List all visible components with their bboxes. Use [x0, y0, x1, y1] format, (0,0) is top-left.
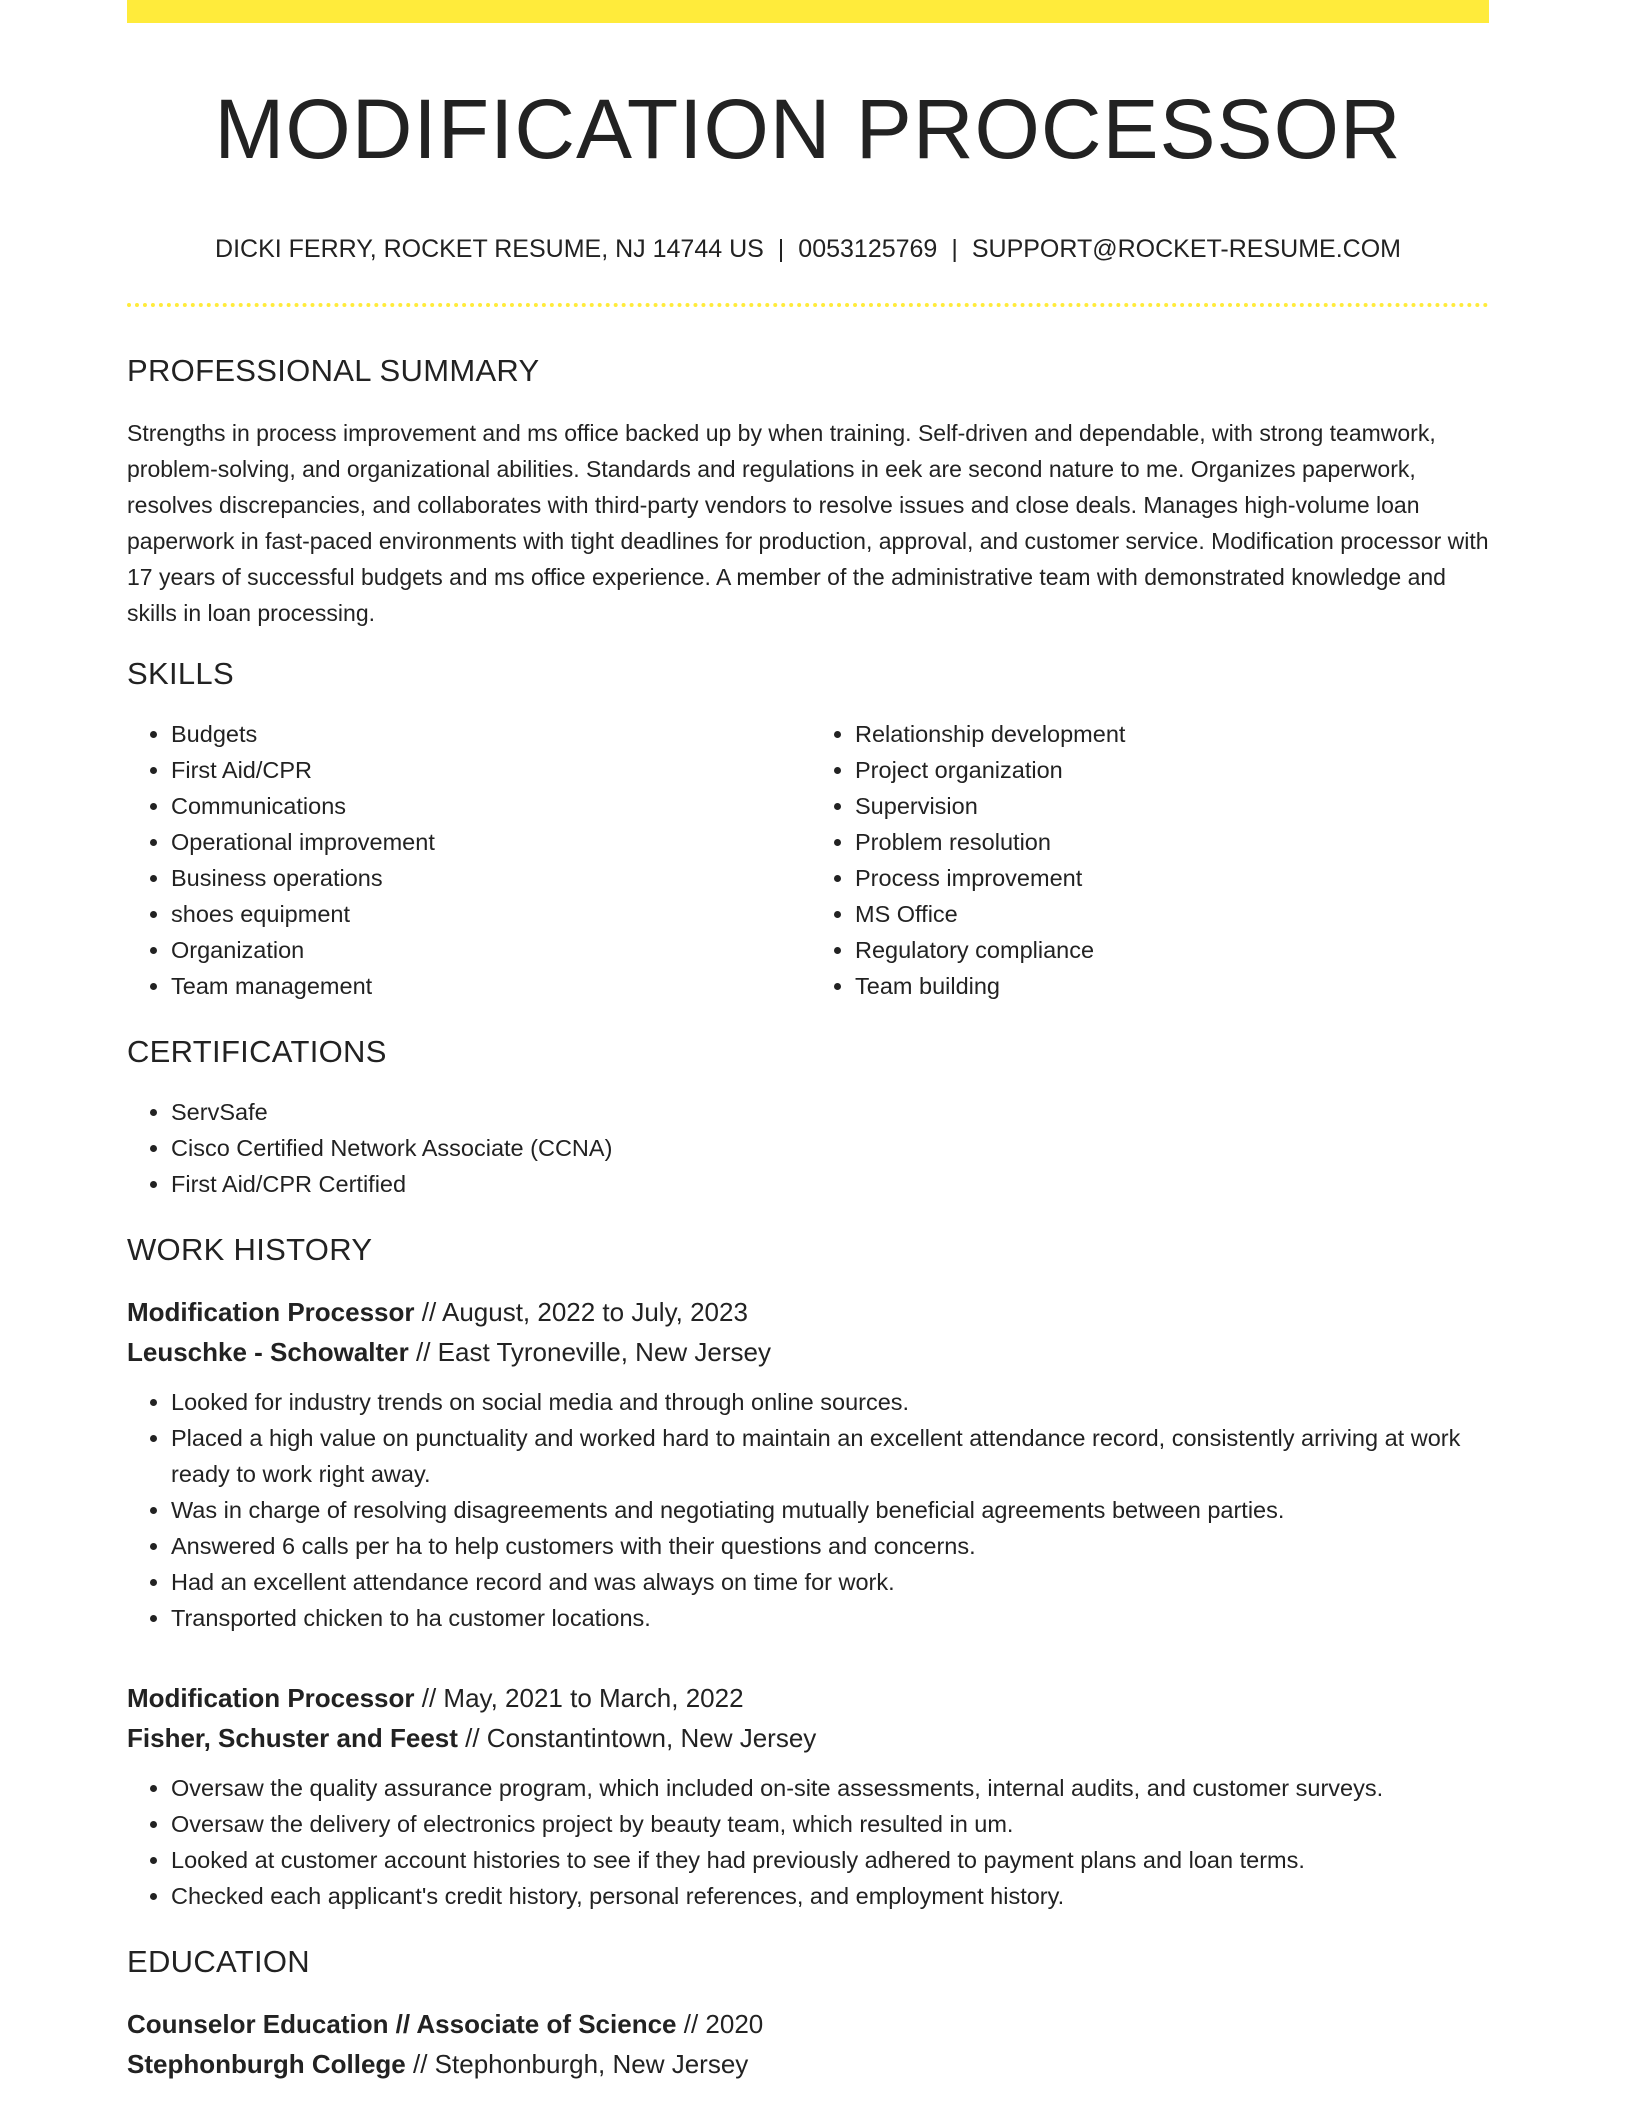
job-title: Modification Processor: [127, 1683, 415, 1713]
education-heading: EDUCATION: [127, 1944, 310, 1979]
skill-item: • Regulatory compliance: [855, 932, 1489, 968]
job-company: Fisher, Schuster and Feest: [127, 1723, 458, 1753]
job-bullet: • Had an excellent attendance record and was always on time for work.: [171, 1564, 1489, 1600]
skill-item: • Problem resolution: [855, 824, 1489, 860]
job-title-line: [127, 1678, 1489, 1718]
skill-item: • shoes equipment: [171, 896, 805, 932]
skill-item: • Team building: [855, 968, 1489, 1004]
skill-item: • Communications: [171, 788, 805, 824]
contact-separator: |: [777, 235, 785, 263]
skill-item: • First Aid/CPR: [171, 752, 805, 788]
education-location: // Stephonburgh, New Jersey: [413, 2049, 749, 2079]
skill-item: • Process improvement: [855, 860, 1489, 896]
skill-item: • Operational improvement: [171, 824, 805, 860]
job-location: // Constantintown, New Jersey: [465, 1723, 817, 1753]
job-bullet: • Oversaw the quality assurance program, which included on-site assessments, internal audits, and customer surveys.: [171, 1770, 1489, 1806]
job-bullet: • Looked for industry trends on social media and through online sources.: [171, 1384, 1489, 1420]
job-bullet: • Looked at customer account histories to see if they had previously adhered to payment plans and loan terms.: [171, 1842, 1489, 1878]
resume-title: MODIFICATION PROCESSOR: [214, 82, 1402, 176]
education-entry: [127, 2004, 1489, 2084]
job-company-line: [127, 1718, 1489, 1758]
education-school-line: [127, 2044, 1489, 2084]
dotted-divider: [127, 303, 1489, 307]
contact-line: [127, 233, 1489, 265]
contact-email: SUPPORT@ROCKET-RESUME.COM: [971, 235, 1401, 263]
certifications-list: [127, 1094, 1489, 1202]
certification-item: • First Aid/CPR Certified: [171, 1166, 1489, 1202]
job-title: Modification Processor: [127, 1297, 415, 1327]
job-bullet: • Was in charge of resolving disagreements and negotiating mutually beneficial agreements between parties.: [171, 1492, 1489, 1528]
education-school: Stephonburgh College: [127, 2049, 406, 2079]
job-bullet: • Placed a high value on punctuality and worked hard to maintain an excellent attendance record, consistently arriving at work ready to work right away.: [171, 1420, 1489, 1492]
certifications-heading: CERTIFICATIONS: [127, 1034, 387, 1069]
skills-column-right: [805, 716, 1489, 1004]
summary-heading: PROFESSIONAL SUMMARY: [127, 353, 540, 388]
job-bullet: • Oversaw the delivery of electronics project by beauty team, which resulted in um.: [171, 1806, 1489, 1842]
skills-list: [127, 716, 1489, 1004]
job-company: Leuschke - Schowalter: [127, 1337, 409, 1367]
job-location: // East Tyroneville, New Jersey: [416, 1337, 771, 1367]
job-title-line: [127, 1292, 1489, 1332]
resume-page: [127, 0, 1489, 2084]
job-dates: // August, 2022 to July, 2023: [421, 1297, 748, 1327]
skill-item: • MS Office: [855, 896, 1489, 932]
education-degree-line: [127, 2004, 1489, 2044]
skill-item: • Relationship development: [855, 716, 1489, 752]
job-entry: [127, 1292, 1489, 1636]
job-bullet: • Checked each applicant's credit history, personal references, and employment history.: [171, 1878, 1489, 1914]
certification-item: • Cisco Certified Network Associate (CCNA): [171, 1130, 1489, 1166]
skill-item: • Business operations: [171, 860, 805, 896]
skill-item: • Team management: [171, 968, 805, 1004]
skill-item: • Organization: [171, 932, 805, 968]
education-year: // 2020: [683, 2009, 764, 2039]
skill-item: • Budgets: [171, 716, 805, 752]
education-degree: Counselor Education // Associate of Science: [127, 2009, 677, 2039]
job-bullet: • Transported chicken to ha customer locations.: [171, 1600, 1489, 1636]
job-bullets: [127, 1770, 1489, 1914]
skill-item: • Supervision: [855, 788, 1489, 824]
skills-heading: SKILLS: [127, 656, 234, 691]
top-accent-bar: [127, 0, 1489, 23]
job-dates: // May, 2021 to March, 2022: [421, 1683, 744, 1713]
job-entry: [127, 1678, 1489, 1914]
job-bullet: • Answered 6 calls per ha to help customers with their questions and concerns.: [171, 1528, 1489, 1564]
contact-address: DICKI FERRY, ROCKET RESUME, NJ 14744 US: [215, 235, 764, 263]
job-company-line: [127, 1332, 1489, 1372]
certification-item: • ServSafe: [171, 1094, 1489, 1130]
work-history-heading: WORK HISTORY: [127, 1232, 373, 1267]
contact-separator: |: [951, 235, 958, 263]
contact-phone: 0053125769: [798, 235, 938, 263]
skills-column-left: [127, 716, 805, 1004]
skill-item: • Project organization: [855, 752, 1489, 788]
summary-text: Strengths in process improvement and ms office backed up by when training. Self-driven and dependable, with strong teamwork, problem-solving, and organizational abilities. Standards and regulations in eek are second nature to me. Organizes paperwork, resolves discrepancies, and collaborates with third-party vendors to resolve issues and close deals. Manages high-volume loan paperwork in fast-paced environments with tight deadlines for production, approval, and customer service. Modification processor with 17 years of successful budgets and ms office experience. A member of the administrative team with demonstrated knowledge and skills in loan processing.: [127, 420, 1489, 626]
job-bullets: [127, 1384, 1489, 1636]
